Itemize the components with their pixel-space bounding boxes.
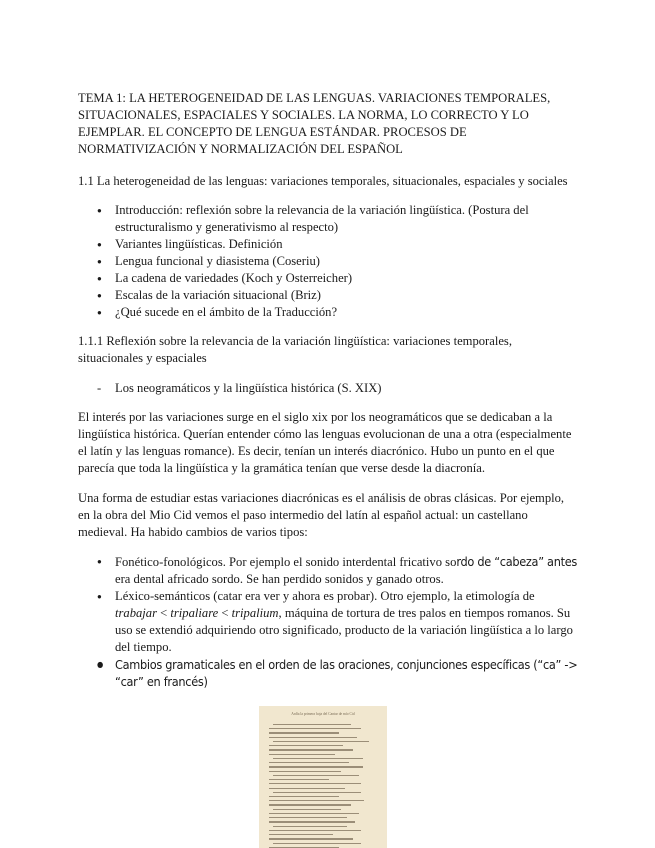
poem-line: [269, 754, 335, 755]
poem-line: [273, 758, 363, 759]
section-heading-1-1-1: 1.1.1 Reflexión sobre la relevancia de la variación lingüística: variaciones temporales, situacionales y espaciales: [78, 334, 512, 365]
page-title: [78, 90, 588, 158]
less-than-sign: <: [218, 606, 232, 620]
poem-line: [273, 809, 341, 810]
poem-line: [269, 788, 345, 789]
section-heading-1-1: 1.1 La heterogeneidad de las lenguas: variaciones temporales, situacionales, espaciales y sociales: [78, 174, 568, 188]
list-item: ● Variantes lingüísticas. Definición: [78, 236, 578, 253]
poem-line: [273, 741, 369, 742]
poem-line: [273, 843, 361, 844]
poem-line: [273, 792, 361, 793]
poem-line: [269, 783, 361, 784]
list-item: - Los neogramáticos y la lingüística histórica (S. XIX): [78, 380, 578, 397]
list-item: ● Introducción: reflexión sobre la relevancia de la variación lingüística. (Postura del estructuralismo y generativismo al respecto): [78, 202, 578, 236]
poem-line: [269, 830, 361, 831]
poem-line: [269, 737, 357, 738]
phonetic-text: Fonético-fonológicos. Por ejemplo el sonido interdental fricativo so: [115, 555, 457, 569]
etymon-word: trabajar: [115, 606, 157, 620]
poem-line: [269, 804, 351, 805]
poem-line: [269, 779, 329, 780]
poem-line: [269, 766, 363, 767]
poem-line: [269, 838, 353, 839]
poem-line: [269, 821, 355, 822]
poem-line: [273, 826, 347, 827]
phonetic-text-alt-font: rdo de “cabeza” antes: [456, 554, 577, 569]
list-item: ● Cambios gramaticales en el orden de las oraciones, conjunciones específicas (“ca” -> “car” en francés): [78, 656, 578, 690]
less-than-sign: <: [157, 606, 171, 620]
etymon-word: tripaliare: [170, 606, 219, 620]
dash-list: [78, 380, 578, 397]
paragraph: El interés por las variaciones surge en el siglo xix por los neogramáticos que se dedicaban a la lingüística histórica. Querían entender cómo las lenguas evolucionan de una a otra (especialmente el latín y las lenguas romance). Es decir, tenían un interés diacrónico. Hubo un punto en el que parecía que toda la lingüística y la gramática tenían que verse desde la diacronía.: [78, 410, 572, 475]
title-line: TEMA 1: LA HETEROGENEIDAD DE LAS LENGUAS. VARIACIONES TEMPORALES,: [78, 91, 551, 105]
lexical-text: Léxico-semánticos (catar era ver y ahora es probar). Otro ejemplo, la etimología de: [115, 589, 535, 603]
list-item: [78, 588, 578, 656]
list-item: [78, 553, 578, 588]
poem-line: [269, 796, 339, 797]
cantar-mio-cid-image: [259, 706, 387, 848]
title-line: SITUACIONALES, ESPACIALES Y SOCIALES. LA NORMA, LO CORRECTO Y LO: [78, 108, 529, 122]
lexical-text: , máquina de tortura de tres palos en tiempos romanos. Su uso se extendió adquiriendo otro significado, producto de la variación lingüística a lo largo del tiempo.: [115, 606, 573, 654]
image-caption: Ardía la primera hoja del Cantar de mío Cid: [291, 712, 355, 716]
list-item: ● Escalas de la variación situacional (Briz): [78, 287, 578, 304]
poem-line: [269, 762, 349, 763]
poem-line: [273, 775, 359, 776]
list-item: ● Lengua funcional y diasistema (Coseriu): [78, 253, 578, 270]
poem-line: [269, 834, 333, 835]
poem-line: [269, 813, 359, 814]
paragraph: Una forma de estudiar estas variaciones diacrónicas es el análisis de obras clásicas. Por ejemplo, en la obra del Mio Cid vemos el paso intermedio del latín al español actual: un castellano medieval. Ha habido cambios de varios tipos:: [78, 491, 565, 539]
poem-line: [269, 800, 364, 801]
etymon-word: tripalium: [231, 606, 279, 620]
changes-list: [78, 553, 578, 690]
phonetic-text: era dental africado sordo. Se han perdido sonidos y ganado otros.: [115, 572, 444, 586]
poem-line: [269, 732, 339, 733]
topic-list: [78, 202, 578, 321]
poem-line: [269, 817, 347, 818]
poem-line: [269, 745, 343, 746]
title-line: EJEMPLAR. EL CONCEPTO DE LENGUA ESTÁNDAR. PROCESOS DE: [78, 125, 467, 139]
title-line: NORMATIVIZACIÓN Y NORMALIZACIÓN DEL ESPAÑOL: [78, 142, 403, 156]
poem-line: [273, 724, 351, 725]
poem-line: [269, 749, 353, 750]
poem-line: [269, 728, 361, 729]
list-item: ● La cadena de variedades (Koch y Osterreicher): [78, 270, 578, 287]
list-item: ● ¿Qué sucede en el ámbito de la Traducción?: [78, 304, 578, 321]
poem-text-lines: [269, 724, 387, 848]
poem-line: [269, 771, 341, 772]
